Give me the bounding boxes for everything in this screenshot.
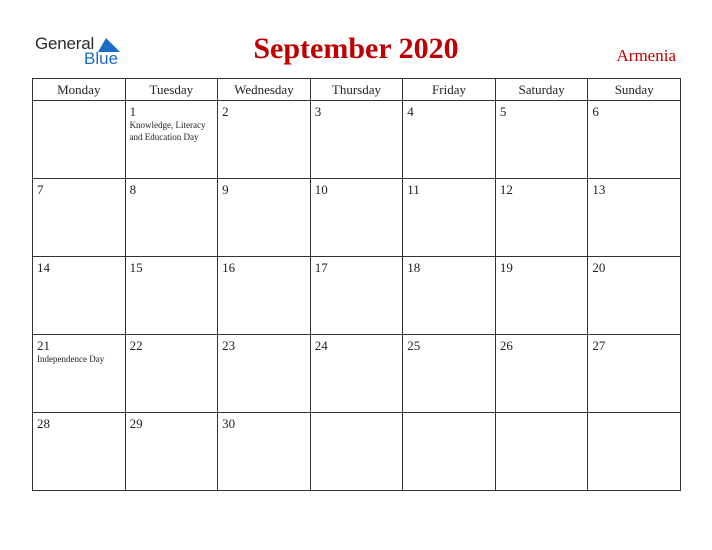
day-number: 21 bbox=[37, 338, 50, 353]
day-cell[interactable] bbox=[125, 335, 218, 413]
day-cell[interactable] bbox=[403, 179, 496, 257]
day-cell[interactable] bbox=[588, 179, 681, 257]
calendar-title: September 2020 bbox=[253, 32, 459, 65]
day-number: 17 bbox=[314, 260, 328, 275]
day-number: 28 bbox=[37, 416, 50, 431]
week-row bbox=[33, 335, 681, 413]
day-cell[interactable] bbox=[218, 101, 311, 179]
week-row bbox=[33, 101, 681, 179]
day-cell[interactable] bbox=[33, 101, 126, 179]
weekday-header: Sunday bbox=[588, 79, 681, 101]
day-number: 7 bbox=[37, 182, 44, 197]
day-cell[interactable] bbox=[125, 179, 218, 257]
weekday-header: Wednesday bbox=[218, 79, 311, 101]
day-number: 9 bbox=[222, 182, 229, 197]
day-number: 15 bbox=[129, 260, 143, 275]
day-number: 30 bbox=[222, 416, 236, 431]
country-label: Armenia bbox=[616, 46, 676, 65]
day-cell[interactable] bbox=[495, 413, 588, 491]
day-cell[interactable] bbox=[218, 413, 311, 491]
day-cell[interactable] bbox=[310, 101, 403, 179]
day-number: 10 bbox=[314, 182, 328, 197]
day-cell[interactable] bbox=[495, 179, 588, 257]
day-cell[interactable] bbox=[588, 257, 681, 335]
day-cell[interactable] bbox=[495, 101, 588, 179]
day-number: 23 bbox=[222, 338, 236, 353]
day-cell[interactable] bbox=[218, 335, 311, 413]
day-cell[interactable] bbox=[495, 257, 588, 335]
day-number: 24 bbox=[314, 338, 328, 353]
day-cell[interactable] bbox=[403, 413, 496, 491]
day-number: 16 bbox=[222, 260, 236, 275]
week-row bbox=[33, 257, 681, 335]
weekday-header-row bbox=[33, 79, 681, 101]
day-cell[interactable] bbox=[588, 335, 681, 413]
day-cell[interactable] bbox=[310, 413, 403, 491]
day-number: 13 bbox=[592, 182, 606, 197]
weekday-header: Tuesday bbox=[125, 79, 218, 101]
weekday-header: Thursday bbox=[310, 79, 403, 101]
logo-text-blue: Blue bbox=[84, 49, 119, 68]
day-cell[interactable] bbox=[218, 257, 311, 335]
day-cell[interactable] bbox=[125, 257, 218, 335]
week-row bbox=[33, 179, 681, 257]
day-number: 22 bbox=[129, 338, 143, 353]
weekday-header: Monday bbox=[33, 79, 126, 101]
holiday-label: Independence Day bbox=[37, 354, 105, 364]
day-cell[interactable] bbox=[403, 335, 496, 413]
day-number: 19 bbox=[499, 260, 513, 275]
day-number: 4 bbox=[407, 104, 414, 119]
day-cell[interactable] bbox=[33, 413, 126, 491]
day-cell[interactable] bbox=[310, 179, 403, 257]
logo-text-general: General bbox=[35, 34, 95, 53]
day-cell[interactable] bbox=[588, 413, 681, 491]
day-number: 27 bbox=[592, 338, 606, 353]
day-cell[interactable] bbox=[33, 335, 126, 413]
day-number: 26 bbox=[499, 338, 513, 353]
day-number: 8 bbox=[129, 182, 137, 197]
holiday-label: Knowledge, Literacy and Education Day bbox=[129, 120, 206, 142]
day-number: 6 bbox=[592, 104, 599, 119]
weekday-header: Saturday bbox=[495, 79, 588, 101]
day-cell[interactable] bbox=[125, 413, 218, 491]
day-cell[interactable] bbox=[403, 101, 496, 179]
day-number: 12 bbox=[499, 182, 513, 197]
day-cell[interactable] bbox=[33, 257, 126, 335]
day-cell[interactable] bbox=[588, 101, 681, 179]
day-cell[interactable] bbox=[310, 335, 403, 413]
day-number: 18 bbox=[407, 260, 421, 275]
day-number: 5 bbox=[499, 104, 507, 119]
calendar-grid bbox=[32, 78, 681, 491]
weekday-header: Friday bbox=[403, 79, 496, 101]
day-number: 11 bbox=[407, 182, 420, 197]
day-cell[interactable] bbox=[403, 257, 496, 335]
day-cell[interactable] bbox=[310, 257, 403, 335]
day-number: 29 bbox=[129, 416, 143, 431]
day-number: 25 bbox=[407, 338, 421, 353]
day-cell[interactable] bbox=[125, 101, 218, 179]
day-number: 3 bbox=[314, 104, 322, 119]
day-cell[interactable] bbox=[495, 335, 588, 413]
day-cell[interactable] bbox=[218, 179, 311, 257]
day-number: 1 bbox=[129, 104, 137, 119]
week-row bbox=[33, 413, 681, 491]
day-number: 14 bbox=[37, 260, 50, 275]
day-number: 20 bbox=[592, 260, 606, 275]
day-cell[interactable] bbox=[33, 179, 126, 257]
day-number: 2 bbox=[222, 104, 229, 119]
